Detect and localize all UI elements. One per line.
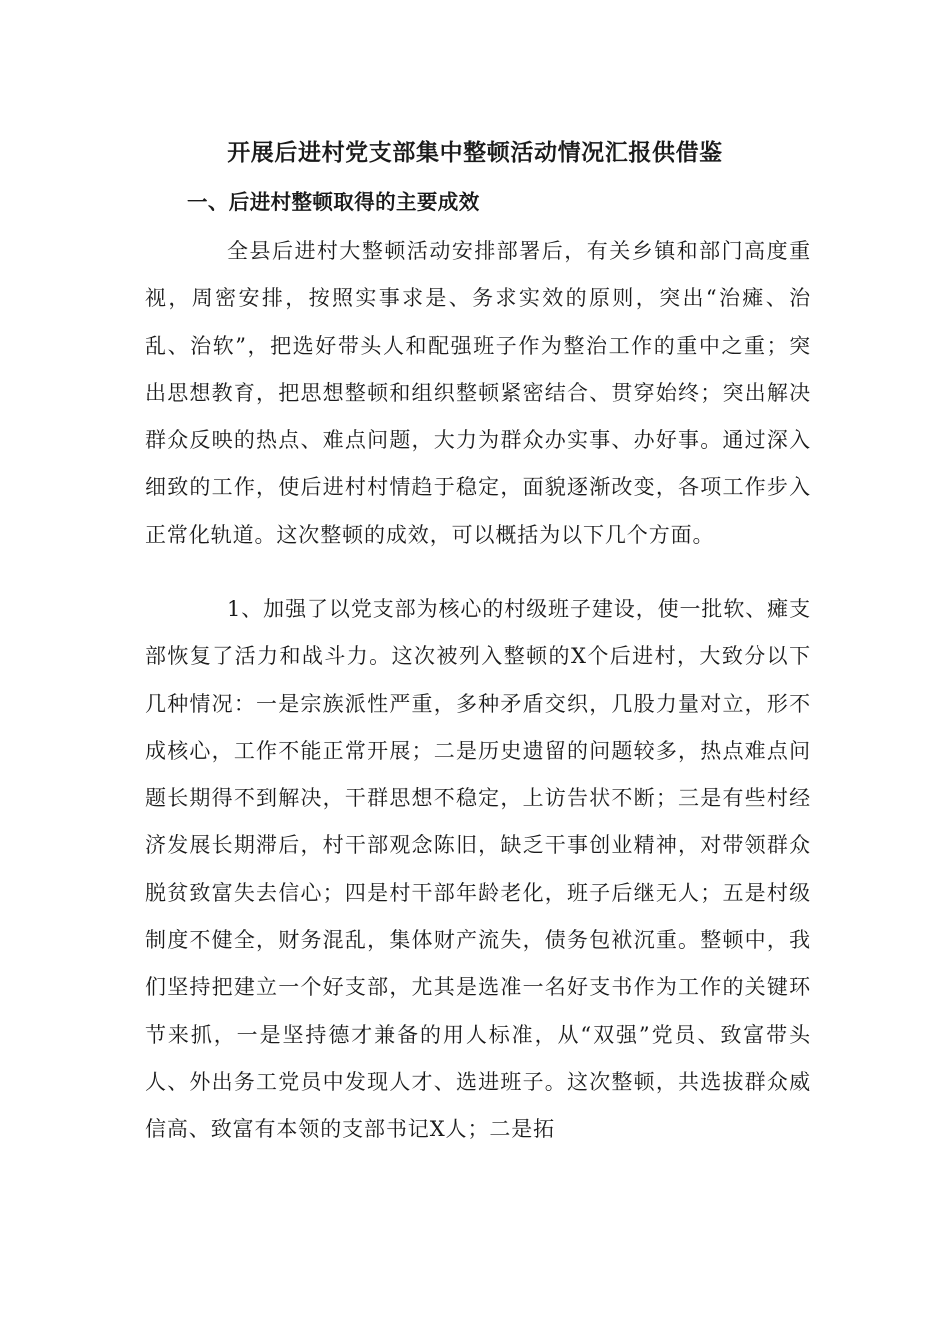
document-title: 开展后进村党支部集中整顿活动情况汇报供借鉴 <box>227 139 723 166</box>
paragraph-overview: 全县后进村大整顿活动安排部署后，有关乡镇和部门高度重视，周密安排，按照实事求是、务求实效的原则，突出“治瘫、治乱、治软”，把选好带头人和配强班子作为整治工作的重中之重；突出思想教育，把思想整顿和组织整顿紧密结合、贯穿始终；突出解决群众反映的热点、难点问题，大力为群众办实事、办好事。通过深入细致的工作，使后进村村情趋于稳定，面貌逐渐改变，各项工作步入正常化轨道。这次整顿的成效，可以概括为以下几个方面。 <box>145 239 811 547</box>
section-heading: 一、后进村整顿取得的主要成效 <box>187 190 480 214</box>
paragraph-point-1: 1、加强了以党支部为核心的村级班子建设，使一批软、瘫支部恢复了活力和战斗力。这次被列入整顿的X个后进村，大致分以下几种情况：一是宗族派性严重，多种矛盾交织，几股力量对立，形不成核心，工作不能正常开展；二是历史遗留的问题较多，热点难点问题长期得不到解决，干群思想不稳定，上访告状不断；三是有些村经济发展长期滞后，村干部观念陈旧，缺乏干事创业精神，对带领群众脱贫致富失去信心；四是村干部年龄老化，班子后继无人；五是村级制度不健全，财务混乱，集体财产流失，债务包袱沉重。整顿中，我们坚持把建立一个好支部，尤其是选准一名好支书作为工作的关键环节来抓，一是坚持德才兼备的用人标准，从“双强”党员、致富带头人、外出务工党员中发现人才、选进班子。这次整顿，共选拔群众威信高、致富有本领的支部书记X人；二是拓 <box>145 597 811 1142</box>
